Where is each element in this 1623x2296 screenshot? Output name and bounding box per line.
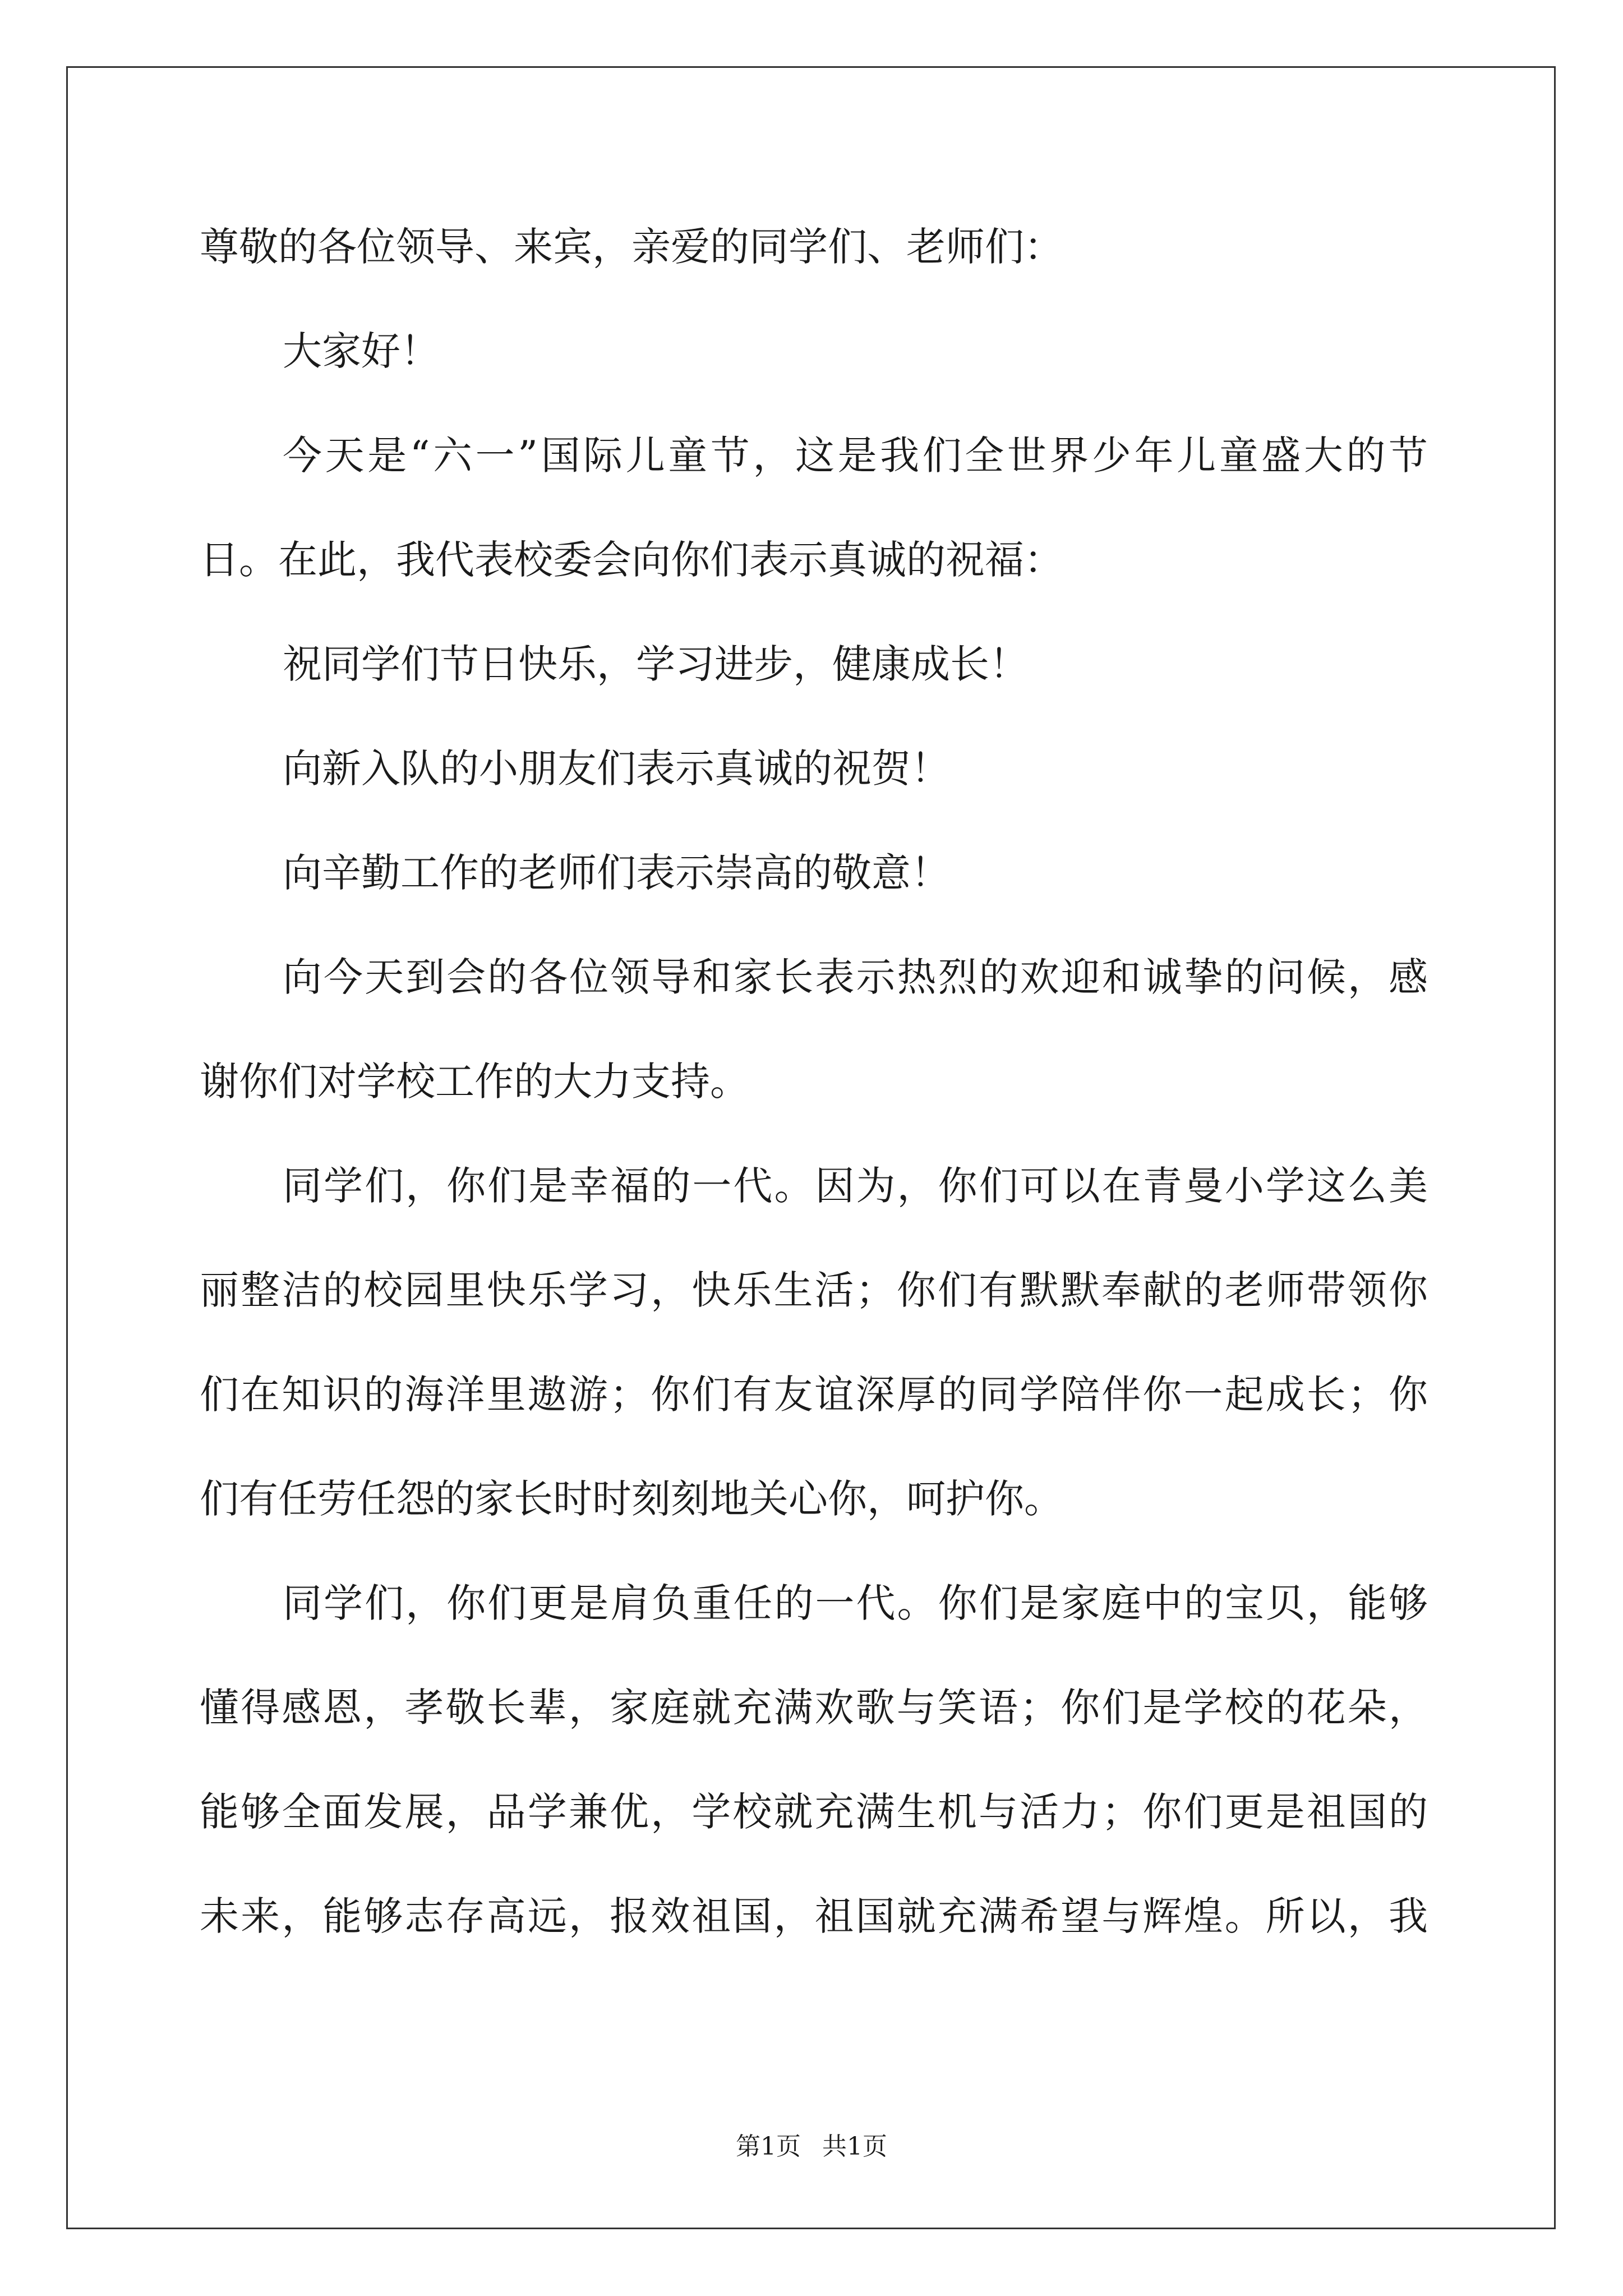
greeting-line: 大家好！ <box>283 328 440 374</box>
paragraph-line: 今天是“六一”国际儿童节，这是我们全世界少年儿童盛大的节 <box>283 432 1428 478</box>
page-number: 第1页 <box>736 2132 801 2161</box>
paragraph-line: 未来，能够志存高远，报效祖国，祖国就充满希望与辉煌。所以，我 <box>200 1893 1428 1939</box>
paragraph-line: 们在知识的海洋里遨游；你们有友谊深厚的同学陪伴你一起成长；你 <box>200 1372 1428 1418</box>
paragraph-line: 日。在此，我代表校委会向你们表示真诚的祝福： <box>200 537 1063 583</box>
paragraph-line: 懂得感恩，孝敬长辈，家庭就充满欢歌与笑语；你们是学校的花朵， <box>200 1685 1428 1731</box>
paragraph-line: 祝同学们节日快乐，学习进步，健康成长！ <box>283 641 1029 687</box>
page-footer <box>0 2126 1623 2162</box>
salutation-line: 尊敬的各位领导、来宾，亲爱的同学们、老师们： <box>200 224 1063 270</box>
paragraph-line: 向今天到会的各位领导和家长表示热烈的欢迎和诚挚的问候，感 <box>283 954 1428 1000</box>
paragraph-line: 同学们，你们是幸福的一代。因为，你们可以在青曼小学这么美 <box>283 1163 1428 1209</box>
paragraph-line: 向新入队的小朋友们表示真诚的祝贺！ <box>283 746 950 792</box>
paragraph-line: 同学们，你们更是肩负重任的一代。你们是家庭中的宝贝，能够 <box>283 1580 1428 1626</box>
paragraph-line: 能够全面发展，品学兼优，学校就充满生机与活力；你们更是祖国的 <box>200 1789 1428 1835</box>
page-total: 共1页 <box>822 2132 887 2161</box>
paragraph-line: 们有任劳任怨的家长时时刻刻地关心你，呵护你。 <box>200 1476 1063 1522</box>
paragraph-line: 谢你们对学校工作的大力支持。 <box>200 1059 749 1105</box>
paragraph-line: 向辛勤工作的老师们表示崇高的敬意！ <box>283 850 950 896</box>
paragraph-line: 丽整洁的校园里快乐学习，快乐生活；你们有默默奉献的老师带领你 <box>200 1267 1428 1313</box>
